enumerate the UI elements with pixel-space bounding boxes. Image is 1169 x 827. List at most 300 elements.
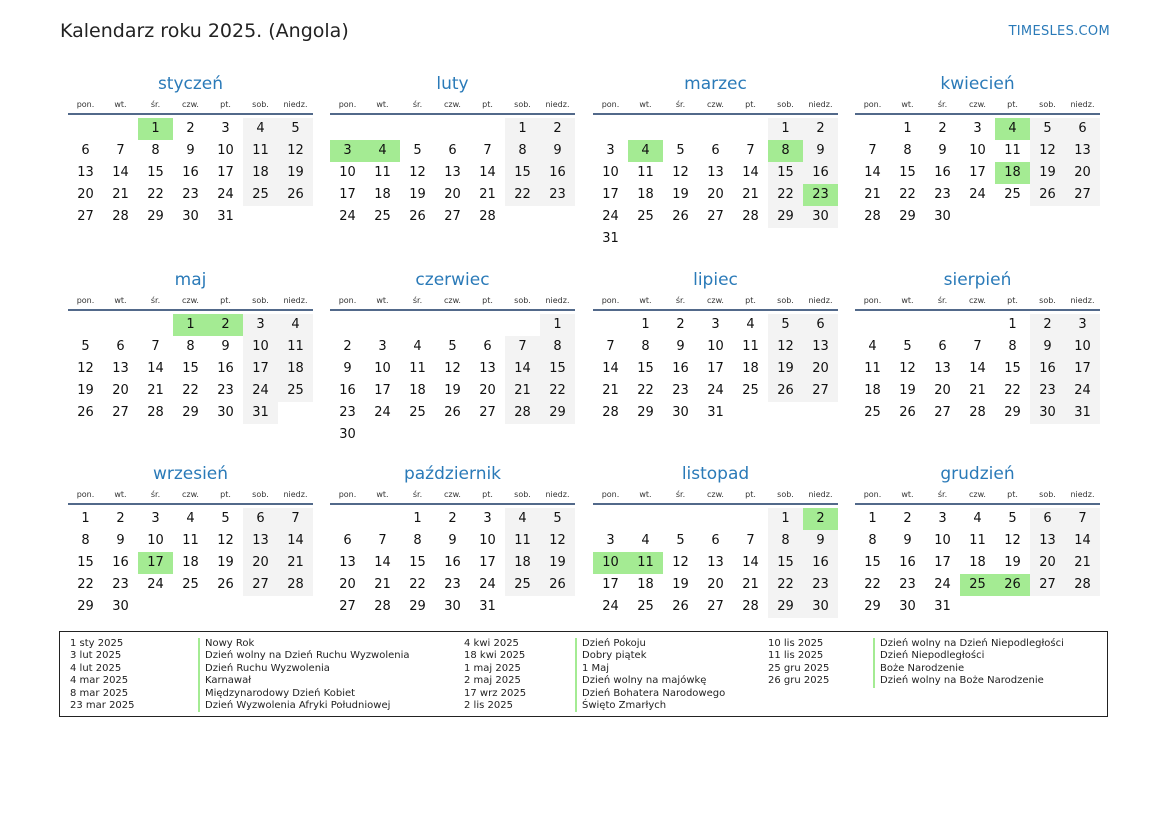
empty-cell xyxy=(470,314,505,336)
holiday-day: 3 xyxy=(330,140,365,162)
day-cell: 13 xyxy=(803,336,838,358)
weekday-label: pon. xyxy=(338,296,357,305)
empty-cell xyxy=(593,508,628,530)
month-name: październik xyxy=(403,464,502,484)
legend-entry: Dzień Niepodległości xyxy=(873,650,1064,662)
day-cell: 4 xyxy=(641,533,650,548)
day-cell: 9 xyxy=(676,339,685,354)
day-grid xyxy=(593,118,838,250)
day-cell: 15 xyxy=(540,358,575,380)
month-10 xyxy=(593,464,838,618)
day-cell: 23 xyxy=(803,574,838,596)
day-cell: 24 xyxy=(934,577,951,592)
weekday-header xyxy=(68,295,313,311)
day-cell: 12 xyxy=(768,336,803,358)
weekday-label: śr. xyxy=(150,490,161,499)
day-cell: 13 xyxy=(934,361,951,376)
legend-entry: 4 mar 2025 xyxy=(70,675,129,687)
day-cell: 8 xyxy=(151,143,160,158)
weekday-label: czw. xyxy=(969,490,986,499)
day-cell: 15 xyxy=(768,162,803,184)
day-cell: 16 xyxy=(672,361,689,376)
day-cell: 22 xyxy=(864,577,881,592)
weekday-label: czw. xyxy=(707,100,724,109)
weekday-label: czw. xyxy=(707,296,724,305)
weekday-label: pon. xyxy=(76,296,95,305)
month-name: wrzesień xyxy=(152,464,229,484)
weekday-label: sob. xyxy=(252,296,269,305)
day-grid xyxy=(330,508,575,618)
day-cell: 14 xyxy=(147,361,164,376)
legend-entry: Międzynarodowy Dzień Kobiet xyxy=(198,688,410,700)
day-cell: 20 xyxy=(1030,552,1065,574)
day-cell: 6 xyxy=(938,339,947,354)
day-cell: 12 xyxy=(278,140,313,162)
month-name: kwiecień xyxy=(940,74,1015,94)
day-grid xyxy=(68,118,313,228)
day-cell: 30 xyxy=(672,405,689,420)
day-cell: 17 xyxy=(1065,358,1100,380)
empty-cell xyxy=(330,314,365,336)
weekday-label: niedz. xyxy=(283,296,308,305)
day-cell: 16 xyxy=(217,361,234,376)
empty-cell xyxy=(330,508,365,530)
day-cell: 23 xyxy=(1030,380,1065,402)
weekday-label: niedz. xyxy=(545,100,570,109)
day-cell: 27 xyxy=(707,599,724,614)
month-name: maj xyxy=(174,270,207,290)
day-cell: 28 xyxy=(969,405,986,420)
day-cell: 5 xyxy=(676,143,685,158)
legend-entry: Święto Zmarłych xyxy=(575,700,725,712)
day-cell: 24 xyxy=(1065,380,1100,402)
day-cell: 12 xyxy=(672,555,689,570)
legend-names-3 xyxy=(873,638,1064,688)
day-cell: 6 xyxy=(243,508,278,530)
weekday-label: pt. xyxy=(482,296,493,305)
weekday-label: pt. xyxy=(220,100,231,109)
day-cell: 10 xyxy=(1065,336,1100,358)
day-cell: 14 xyxy=(278,530,313,552)
weekday-label: wt. xyxy=(639,100,652,109)
day-cell: 23 xyxy=(540,184,575,206)
day-cell: 20 xyxy=(479,383,496,398)
weekday-header xyxy=(330,295,575,311)
day-cell: 9 xyxy=(803,530,838,552)
weekday-label: wt. xyxy=(639,296,652,305)
day-cell: 21 xyxy=(278,552,313,574)
day-cell: 19 xyxy=(899,383,916,398)
day-cell: 20 xyxy=(112,383,129,398)
day-cell: 14 xyxy=(479,165,496,180)
day-cell: 30 xyxy=(112,599,129,614)
empty-cell xyxy=(68,314,103,336)
empty-cell xyxy=(103,314,138,336)
day-cell: 4 xyxy=(186,511,195,526)
day-cell: 15 xyxy=(864,555,881,570)
day-cell: 18 xyxy=(182,555,199,570)
day-cell: 15 xyxy=(768,552,803,574)
month-6 xyxy=(593,270,838,424)
day-cell: 28 xyxy=(864,209,881,224)
day-cell: 30 xyxy=(217,405,234,420)
day-cell: 2 xyxy=(1030,314,1065,336)
day-cell: 10 xyxy=(243,336,278,358)
day-cell: 30 xyxy=(1030,402,1065,424)
day-cell: 28 xyxy=(1065,574,1100,596)
day-grid xyxy=(330,118,575,228)
day-cell: 17 xyxy=(602,187,619,202)
day-cell: 21 xyxy=(479,187,496,202)
day-cell: 22 xyxy=(409,577,426,592)
day-cell: 28 xyxy=(742,209,759,224)
weekday-label: śr. xyxy=(675,296,686,305)
day-cell: 8 xyxy=(413,533,422,548)
legend-dates-3 xyxy=(768,638,829,688)
day-cell: 14 xyxy=(374,555,391,570)
weekday-label: śr. xyxy=(937,100,948,109)
weekday-label: śr. xyxy=(412,100,423,109)
day-cell: 22 xyxy=(768,184,803,206)
month-name: styczeń xyxy=(157,74,224,94)
month-5 xyxy=(330,270,575,446)
day-cell: 15 xyxy=(1004,361,1021,376)
day-cell: 23 xyxy=(112,577,129,592)
month-4 xyxy=(68,270,313,424)
day-cell: 26 xyxy=(77,405,94,420)
day-cell: 21 xyxy=(1065,552,1100,574)
empty-cell xyxy=(103,118,138,140)
legend-entry: Dobry piątek xyxy=(575,650,725,662)
day-cell: 8 xyxy=(81,533,90,548)
day-cell: 5 xyxy=(1030,118,1065,140)
day-cell: 11 xyxy=(409,361,426,376)
day-cell: 5 xyxy=(903,339,912,354)
day-cell: 11 xyxy=(637,165,654,180)
day-cell: 3 xyxy=(483,511,492,526)
holiday-day: 23 xyxy=(803,184,838,206)
empty-cell xyxy=(435,118,470,140)
day-cell: 10 xyxy=(602,165,619,180)
day-cell: 17 xyxy=(707,361,724,376)
day-cell: 17 xyxy=(934,555,951,570)
weekday-label: niedz. xyxy=(1070,490,1095,499)
day-cell: 16 xyxy=(182,165,199,180)
day-cell: 19 xyxy=(409,187,426,202)
day-cell: 26 xyxy=(540,574,575,596)
day-cell: 23 xyxy=(672,383,689,398)
day-cell: 8 xyxy=(641,339,650,354)
day-cell: 29 xyxy=(768,206,803,228)
weekday-label: sob. xyxy=(514,100,531,109)
legend-entry: Dzień wolny na Dzień Niepodległości xyxy=(873,638,1064,650)
day-cell: 15 xyxy=(147,165,164,180)
month-name: lipiec xyxy=(693,270,738,290)
day-cell: 14 xyxy=(505,358,540,380)
day-cell: 26 xyxy=(1030,184,1065,206)
empty-cell xyxy=(435,314,470,336)
day-cell: 29 xyxy=(77,599,94,614)
weekday-label: niedz. xyxy=(545,296,570,305)
day-cell: 24 xyxy=(602,209,619,224)
day-cell: 25 xyxy=(864,405,881,420)
weekday-label: pon. xyxy=(338,490,357,499)
day-cell: 3 xyxy=(1065,314,1100,336)
day-cell: 7 xyxy=(278,508,313,530)
weekday-label: pon. xyxy=(863,296,882,305)
empty-cell xyxy=(505,314,540,336)
day-cell: 1 xyxy=(505,118,540,140)
empty-cell xyxy=(365,508,400,530)
day-cell: 16 xyxy=(899,555,916,570)
weekday-header xyxy=(330,489,575,505)
weekday-label: pt. xyxy=(1007,490,1018,499)
day-cell: 11 xyxy=(1004,143,1021,158)
day-cell: 2 xyxy=(343,339,352,354)
day-cell: 6 xyxy=(803,314,838,336)
day-cell: 16 xyxy=(444,555,461,570)
weekday-label: wt. xyxy=(114,100,127,109)
day-cell: 1 xyxy=(868,511,877,526)
day-grid xyxy=(855,508,1100,618)
day-cell: 12 xyxy=(1030,140,1065,162)
day-cell: 27 xyxy=(444,209,461,224)
day-cell: 13 xyxy=(707,165,724,180)
day-cell: 11 xyxy=(182,533,199,548)
day-cell: 9 xyxy=(186,143,195,158)
day-cell: 16 xyxy=(1030,358,1065,380)
day-cell: 9 xyxy=(938,143,947,158)
day-cell: 16 xyxy=(934,165,951,180)
legend-names-2 xyxy=(575,638,725,712)
day-cell: 26 xyxy=(899,405,916,420)
day-cell: 18 xyxy=(278,358,313,380)
day-cell: 19 xyxy=(672,577,689,592)
weekday-header xyxy=(68,489,313,505)
day-cell: 4 xyxy=(278,314,313,336)
legend-entry: Dzień Wyzwolenia Afryki Południowej xyxy=(198,700,410,712)
day-cell: 24 xyxy=(602,599,619,614)
weekday-label: pt. xyxy=(482,100,493,109)
day-cell: 30 xyxy=(934,209,951,224)
day-cell: 15 xyxy=(182,361,199,376)
day-cell: 18 xyxy=(637,187,654,202)
day-cell: 14 xyxy=(742,555,759,570)
day-cell: 13 xyxy=(339,555,356,570)
weekday-label: pon. xyxy=(338,100,357,109)
day-cell: 29 xyxy=(182,405,199,420)
day-cell: 24 xyxy=(339,209,356,224)
legend-entry: 26 gru 2025 xyxy=(768,675,830,687)
day-cell: 13 xyxy=(112,361,129,376)
weekday-label: pon. xyxy=(601,296,620,305)
weekday-label: niedz. xyxy=(283,490,308,499)
weekday-label: pon. xyxy=(863,100,882,109)
day-cell: 29 xyxy=(637,405,654,420)
weekday-header xyxy=(855,295,1100,311)
day-cell: 26 xyxy=(409,209,426,224)
weekday-label: śr. xyxy=(412,490,423,499)
day-cell: 17 xyxy=(243,358,278,380)
day-cell: 2 xyxy=(803,118,838,140)
holiday-day: 2 xyxy=(208,314,243,336)
day-cell: 11 xyxy=(864,361,881,376)
holiday-day: 11 xyxy=(628,552,663,574)
day-cell: 5 xyxy=(81,339,90,354)
day-cell: 16 xyxy=(112,555,129,570)
legend-entry: 17 wrz 2025 xyxy=(464,687,527,699)
day-cell: 31 xyxy=(934,599,951,614)
day-cell: 18 xyxy=(864,383,881,398)
day-cell: 29 xyxy=(540,402,575,424)
weekday-label: śr. xyxy=(675,100,686,109)
empty-cell xyxy=(698,118,733,140)
weekday-label: pon. xyxy=(76,100,95,109)
day-cell: 23 xyxy=(217,383,234,398)
holiday-day: 26 xyxy=(995,574,1030,596)
empty-cell xyxy=(855,314,890,336)
day-cell: 15 xyxy=(77,555,94,570)
day-cell: 18 xyxy=(505,552,540,574)
day-cell: 12 xyxy=(217,533,234,548)
day-cell: 21 xyxy=(112,187,129,202)
weekday-label: pt. xyxy=(1007,100,1018,109)
day-cell: 7 xyxy=(606,339,615,354)
day-cell: 30 xyxy=(444,599,461,614)
day-cell: 4 xyxy=(746,317,755,332)
day-cell: 8 xyxy=(540,336,575,358)
day-cell: 30 xyxy=(182,209,199,224)
holiday-day: 8 xyxy=(768,140,803,162)
day-cell: 21 xyxy=(969,383,986,398)
legend-entry: Karnawał xyxy=(198,675,410,687)
day-cell: 8 xyxy=(768,530,803,552)
weekday-label: pon. xyxy=(601,490,620,499)
day-cell: 13 xyxy=(1065,140,1100,162)
day-cell: 15 xyxy=(637,361,654,376)
day-cell: 27 xyxy=(479,405,496,420)
day-cell: 3 xyxy=(221,121,230,136)
holiday-day: 25 xyxy=(960,574,995,596)
day-cell: 22 xyxy=(768,574,803,596)
day-cell: 20 xyxy=(1065,162,1100,184)
day-cell: 26 xyxy=(444,405,461,420)
day-cell: 4 xyxy=(505,508,540,530)
day-cell: 14 xyxy=(602,361,619,376)
weekday-label: pt. xyxy=(1007,296,1018,305)
weekday-label: czw. xyxy=(444,296,461,305)
day-cell: 7 xyxy=(1065,508,1100,530)
weekday-label: śr. xyxy=(937,296,948,305)
day-cell: 21 xyxy=(147,383,164,398)
legend-dates-2 xyxy=(464,638,526,712)
day-cell: 2 xyxy=(903,511,912,526)
day-cell: 13 xyxy=(479,361,496,376)
day-cell: 4 xyxy=(868,339,877,354)
day-cell: 12 xyxy=(1004,533,1021,548)
day-cell: 2 xyxy=(116,511,125,526)
day-cell: 1 xyxy=(903,121,912,136)
day-cell: 10 xyxy=(934,533,951,548)
day-cell: 13 xyxy=(243,530,278,552)
weekday-label: czw. xyxy=(182,490,199,499)
day-cell: 24 xyxy=(374,405,391,420)
day-cell: 3 xyxy=(606,143,615,158)
day-cell: 16 xyxy=(803,552,838,574)
day-cell: 6 xyxy=(448,143,457,158)
day-cell: 3 xyxy=(606,533,615,548)
day-cell: 28 xyxy=(479,209,496,224)
day-cell: 18 xyxy=(409,383,426,398)
empty-cell xyxy=(400,118,435,140)
empty-cell xyxy=(698,508,733,530)
day-cell: 20 xyxy=(444,187,461,202)
weekday-label: wt. xyxy=(376,100,389,109)
day-cell: 22 xyxy=(540,380,575,402)
day-cell: 20 xyxy=(934,383,951,398)
day-cell: 18 xyxy=(969,555,986,570)
empty-cell xyxy=(470,118,505,140)
day-cell: 5 xyxy=(221,511,230,526)
day-cell: 4 xyxy=(243,118,278,140)
day-cell: 4 xyxy=(413,339,422,354)
day-cell: 21 xyxy=(374,577,391,592)
day-cell: 20 xyxy=(77,187,94,202)
day-cell: 8 xyxy=(186,339,195,354)
month-1 xyxy=(330,74,575,228)
day-cell: 14 xyxy=(969,361,986,376)
month-9 xyxy=(330,464,575,618)
holiday-day: 2 xyxy=(803,508,838,530)
day-cell: 17 xyxy=(374,383,391,398)
day-cell: 24 xyxy=(147,577,164,592)
day-cell: 29 xyxy=(147,209,164,224)
weekday-label: niedz. xyxy=(808,490,833,499)
day-cell: 28 xyxy=(505,402,540,424)
day-cell: 9 xyxy=(1030,336,1065,358)
day-cell: 26 xyxy=(672,599,689,614)
day-cell: 11 xyxy=(374,165,391,180)
day-grid xyxy=(855,118,1100,228)
day-cell: 6 xyxy=(711,143,720,158)
legend-entry: 2 maj 2025 xyxy=(464,675,521,687)
legend-entry: Dzień Ruchu Wyzwolenia xyxy=(198,663,410,675)
weekday-label: wt. xyxy=(114,490,127,499)
day-cell: 25 xyxy=(505,574,540,596)
day-cell: 28 xyxy=(278,574,313,596)
day-cell: 25 xyxy=(278,380,313,402)
month-7 xyxy=(855,270,1100,424)
weekday-label: sob. xyxy=(252,490,269,499)
legend-entry: 1 Maj xyxy=(575,663,725,675)
site-link[interactable]: TIMESLES.COM xyxy=(1008,24,1110,39)
day-cell: 11 xyxy=(742,339,759,354)
day-grid xyxy=(68,314,313,424)
day-cell: 11 xyxy=(243,140,278,162)
day-cell: 21 xyxy=(742,577,759,592)
day-cell: 4 xyxy=(973,511,982,526)
day-cell: 19 xyxy=(77,383,94,398)
day-cell: 25 xyxy=(742,383,759,398)
day-cell: 19 xyxy=(444,383,461,398)
day-cell: 24 xyxy=(217,187,234,202)
day-cell: 18 xyxy=(243,162,278,184)
day-cell: 9 xyxy=(116,533,125,548)
day-cell: 29 xyxy=(409,599,426,614)
legend-entry: 4 lut 2025 xyxy=(70,662,122,674)
holiday-day: 1 xyxy=(173,314,208,336)
day-cell: 2 xyxy=(938,121,947,136)
